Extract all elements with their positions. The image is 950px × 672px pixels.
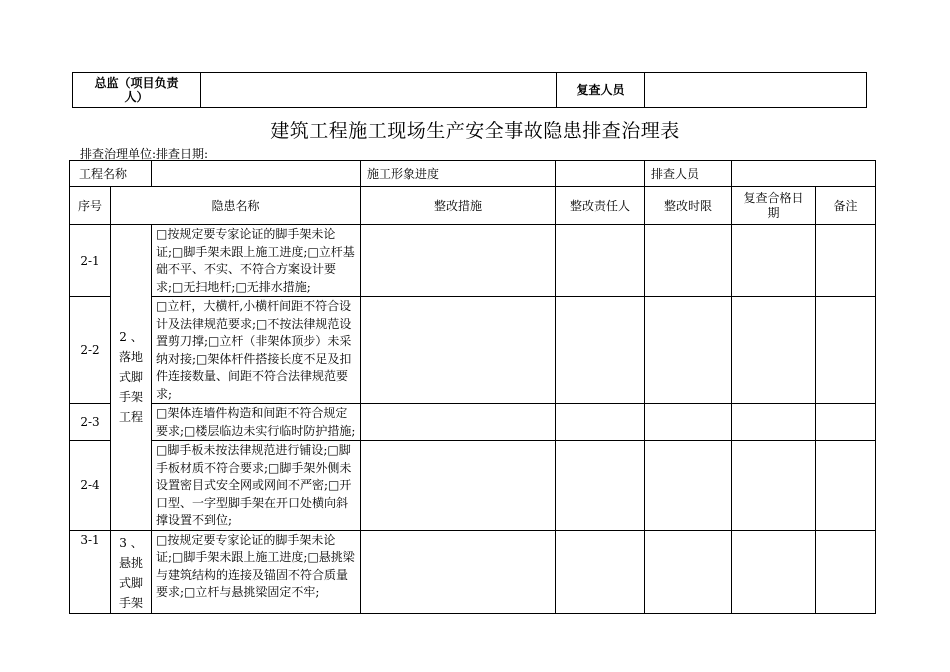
measures-cell[interactable] (361, 404, 556, 441)
chief-value-cell[interactable] (201, 73, 557, 108)
info-row (70, 161, 876, 187)
sign-off-table (72, 72, 867, 108)
row-seq: 2-3 (70, 404, 111, 441)
row-seq: 2-4 (70, 441, 111, 531)
project-name-label: 工程名称 (70, 161, 152, 187)
header-review-date: 复查合格日期 (732, 187, 816, 225)
review-date-cell[interactable] (732, 404, 816, 441)
hazard-table (69, 160, 876, 614)
remarks-cell[interactable] (816, 530, 876, 613)
deadline-cell[interactable] (645, 404, 732, 441)
project-name-value[interactable] (152, 161, 361, 187)
table-row (70, 441, 876, 531)
deadline-cell[interactable] (645, 225, 732, 297)
page-title: 建筑工程施工现场生产安全事故隐患排查治理表 (270, 120, 680, 142)
deadline-cell[interactable] (645, 441, 732, 531)
hazard-items: □立杆，大横杆,小横杆间距不符合设计及法律规范要求;□不按法律规范设置剪刀撑;□立杆（非架体顶步）未采纳对接;□架体杆件搭接长度不足及扣件连接数量、间距不符合法律规范要求; (152, 297, 361, 404)
remarks-cell[interactable] (816, 297, 876, 404)
review-date-cell[interactable] (732, 225, 816, 297)
row-seq: 3-1 (70, 530, 111, 613)
responsible-cell[interactable] (556, 404, 645, 441)
header-remarks: 备注 (816, 187, 876, 225)
hazard-items: □脚手板未按法律规范进行铺设;□脚手板材质不符合要求;□脚手架外侧未设置密目式安全网或网间不严密;□开口型、一字型脚手架在开口处横向斜撑设置不到位; (152, 441, 361, 531)
category-label: 2 、落地式脚手架工程 (118, 330, 143, 425)
hazard-items: □按规定要专家论证的脚手架未论证;□脚手架未跟上施工进度;□立杆基础不平、不实、不符合方案设计要求;□无扫地杆;□无排水措施; (152, 225, 361, 297)
responsible-cell[interactable] (556, 225, 645, 297)
header-responsible: 整改责任人 (556, 187, 645, 225)
chief-label: 总监（项目负责人） (73, 73, 201, 108)
deadline-cell[interactable] (645, 530, 732, 613)
progress-value[interactable] (556, 161, 645, 187)
header-row (70, 187, 876, 225)
responsible-cell[interactable] (556, 441, 645, 531)
header-hazard: 隐患名称 (111, 187, 361, 225)
hazard-items: □按规定要专家论证的脚手架未论证;□脚手架未跟上施工进度;□悬挑梁与建筑结构的连接及锚固不符合质量要求;□立杆与悬挑梁固定不牢; (152, 530, 361, 613)
table-row (70, 297, 876, 404)
review-date-cell[interactable] (732, 297, 816, 404)
row-seq: 2-2 (70, 297, 111, 404)
measures-cell[interactable] (361, 441, 556, 531)
responsible-cell[interactable] (556, 297, 645, 404)
measures-cell[interactable] (361, 225, 556, 297)
header-seq: 序号 (70, 187, 111, 225)
deadline-cell[interactable] (645, 297, 732, 404)
table-row (70, 404, 876, 441)
remarks-cell[interactable] (816, 441, 876, 531)
review-date-cell[interactable] (732, 530, 816, 613)
responsible-cell[interactable] (556, 530, 645, 613)
hazard-items: □架体连墙件构造和间距不符合规定要求;□楼层临边未实行临时防护措施; (152, 404, 361, 441)
category-label: 3 、悬挑式脚手架 (118, 535, 143, 610)
inspector-label: 排查人员 (645, 161, 732, 187)
reviewer-label: 复查人员 (557, 73, 645, 108)
reviewer-value-cell[interactable] (645, 73, 867, 108)
category-cell (111, 225, 152, 531)
progress-label: 施工形象进度 (361, 161, 556, 187)
unit-date-line: 排查治理单位:排查日期: (80, 147, 209, 161)
table-row (70, 225, 876, 297)
header-deadline: 整改时限 (645, 187, 732, 225)
remarks-cell[interactable] (816, 404, 876, 441)
remarks-cell[interactable] (816, 225, 876, 297)
review-date-cell[interactable] (732, 441, 816, 531)
row-seq: 2-1 (70, 225, 111, 297)
inspector-value[interactable] (732, 161, 876, 187)
measures-cell[interactable] (361, 530, 556, 613)
measures-cell[interactable] (361, 297, 556, 404)
category-cell (111, 530, 152, 613)
header-measures: 整改措施 (361, 187, 556, 225)
table-row (70, 530, 876, 613)
